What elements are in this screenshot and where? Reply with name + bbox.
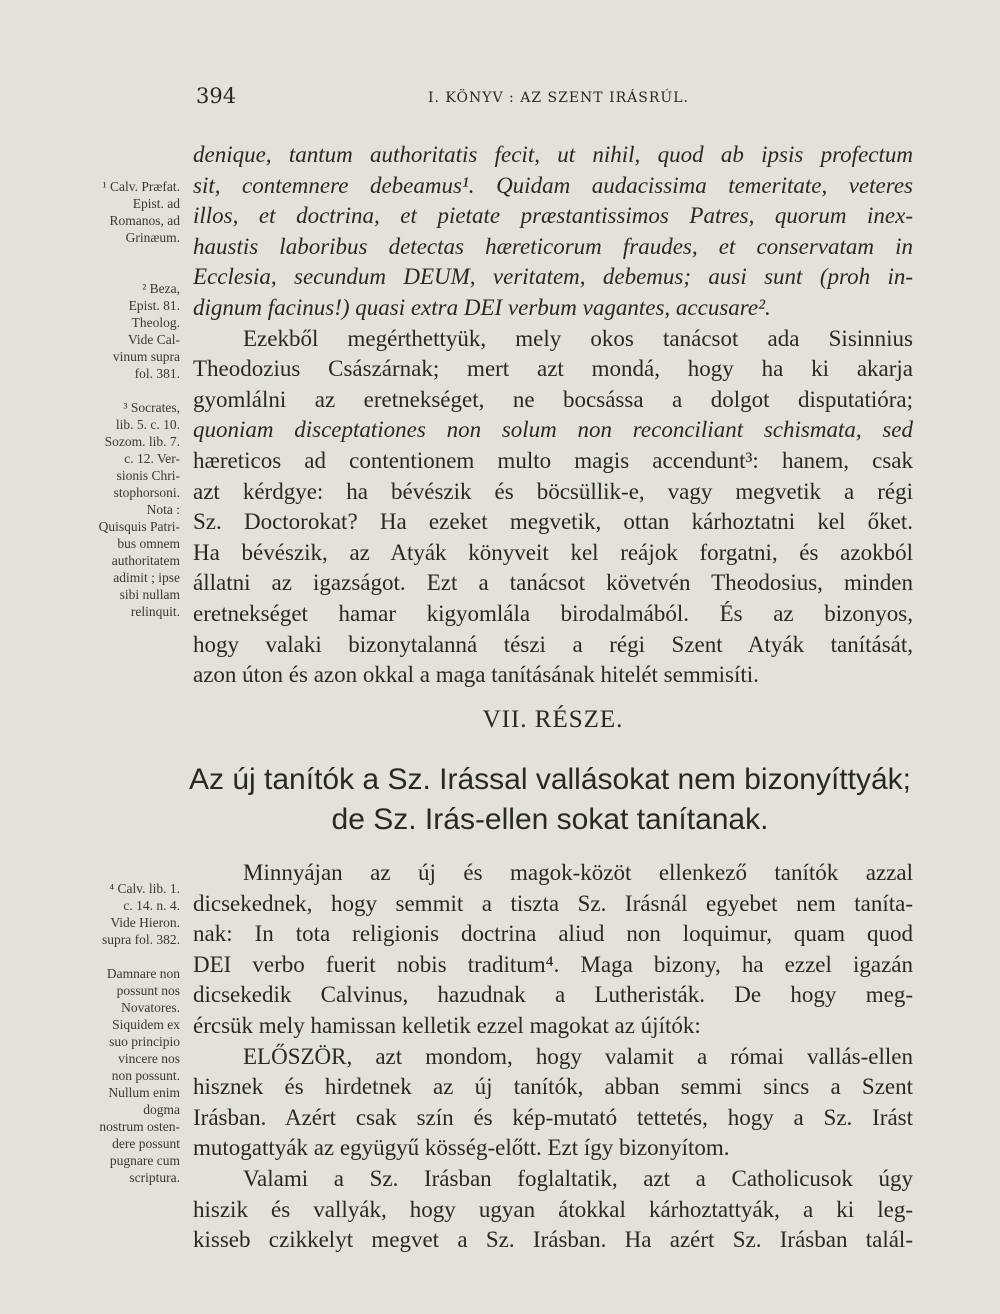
text-line: azon úton és azon okkal a maga tanításának hitelét semmisíti.: [193, 662, 759, 688]
margin-note-line: Damnare non: [106, 966, 180, 981]
text-line: Irásban. Azért csak szín és kép-mutató tettetés, hogy a Sz. Irást: [193, 1104, 913, 1130]
text-line: Minnyájan az új és magok-közöt ellenkező tanítók azzal: [243, 860, 913, 885]
margin-note-line: sibi nullam: [119, 587, 180, 602]
margin-note-line: suo principio: [109, 1034, 180, 1049]
text-line: Theodozius Császárnak; mert azt mondá, hogy ha ki akarja: [193, 356, 913, 382]
text-line: hogy valaki bizonytalanná tészi a régi Szent Atyák tanítását,: [193, 631, 913, 657]
margin-note-line: pugnare cum: [109, 1153, 180, 1168]
text-line: hisznek és hirdetnek az új tanítók, abban semmi sincs a Szent: [193, 1074, 913, 1100]
text-line: Ecclesia, secundum DEUM, veritatem, debemus; ausi sunt (proh in-: [193, 264, 913, 290]
text-line: Ezekből megérthettyük, mely okos tanácsot ada Sisinnius: [243, 325, 913, 351]
chapter-title-line-2: de Sz. Irás-ellen sokat tanítanak.: [331, 803, 769, 836]
chapter-title-line-1: Az új tanítók a Sz. Irással vallásokat nem bizonyíttyák;: [189, 763, 911, 796]
margin-note-line: non possunt.: [111, 1068, 180, 1083]
margin-note-line: [60, 263, 180, 280]
text-line: Ha bévészik, az Atyák könyveit kel reájok forgatni, és azokból: [193, 539, 913, 565]
margin-note-line: dere possunt: [112, 1136, 180, 1151]
margin-note-line: [60, 246, 180, 263]
text-line: dicsekednek, hogy semmit a tiszta Sz. Irásnál egyebet nem taníta-: [193, 890, 913, 916]
margin-note-line: vinum supra: [112, 349, 180, 364]
margin-note-line: ¹ Calv. Præfat.: [102, 179, 180, 194]
text-line: hæreticos ad contentionem multo magis accendunt³: hanem, csak: [193, 447, 913, 473]
margin-note-line: Sozom. lib. 7.: [104, 434, 180, 449]
margin-note-line: Novatores.: [121, 1000, 180, 1015]
margin-note-line: lib. 5. c. 10.: [115, 417, 180, 432]
text-line: illos, et doctrina, et pietate præstantissimos Patres, quorum inex-: [193, 203, 913, 229]
text-line: haustis laboribus detectas hæreticorum fraudes, et conservatam in: [193, 233, 913, 259]
text-line: dicsekedik Calvinus, hazudnak a Lutheristák. De hogy meg-: [193, 982, 913, 1008]
margin-note-line: fol. 381.: [134, 366, 180, 381]
margin-note-line: Romanos, ad: [109, 213, 180, 228]
text-line: denique, tantum authoritatis fecit, ut nihil, quod ab ipsis profectum: [193, 142, 913, 167]
text-line: sit, contemnere debeamus¹. Quidam audacissima temeritate, veteres: [193, 172, 913, 198]
margin-note-line: possunt nos: [116, 983, 180, 998]
margin-note-line: authoritatem: [111, 553, 180, 568]
margin-note-line: relinquit.: [130, 604, 180, 619]
margin-note-line: [60, 948, 180, 965]
text-line: ELŐSZÖR, azt mondom, hogy valamit a római vallás-ellen: [243, 1043, 913, 1069]
page-header: [196, 84, 916, 114]
margin-note-line: c. 12. Ver-: [124, 451, 180, 466]
margin-notes-top: [60, 178, 180, 620]
margin-note-line: Nullum enim: [108, 1085, 180, 1100]
margin-note-line: vincere nos: [118, 1051, 180, 1066]
margin-note-line: adimit ; ipse: [113, 570, 180, 585]
margin-note-line: [60, 382, 180, 399]
chapter-title: [180, 760, 920, 840]
margin-note-line: Theolog.: [131, 315, 180, 330]
margin-note-line: Grinæum.: [125, 230, 180, 245]
chapter-number: VII. RÉSZE.: [482, 706, 624, 733]
text-line: hiszik és vallyák, hogy ugyan átokkal kárhoztattyák, a ki leg-: [193, 1196, 913, 1222]
margin-note-line: Siquidem ex: [112, 1017, 180, 1032]
running-title: I. KÖNYV : AZ SZENT IRÁSRÚL.: [428, 90, 689, 106]
body-text-top: [193, 140, 913, 691]
text-line: eretnekséget hamar kigyomlála birodalmából. És az bizonyos,: [193, 600, 913, 626]
margin-notes-bottom: [60, 880, 180, 1186]
text-line: kisseb czikkelyt megvet a Sz. Irásban. Ha azért Sz. Irásban talál-: [193, 1227, 913, 1253]
body-text-bottom: [193, 858, 913, 1256]
margin-note-line: Quisquis Patri-: [98, 519, 180, 534]
text-line: quoniam disceptationes non solum non reconciliant schismata, sed: [193, 417, 913, 443]
margin-note-line: c. 14. n. 4.: [123, 898, 180, 913]
margin-note-line: bus omnem: [117, 536, 180, 551]
margin-note-line: Epist. ad: [132, 196, 180, 211]
margin-note-line: supra fol. 382.: [102, 932, 180, 947]
text-line: ércsük mely hamissan kelletik ezzel magokat az újítók:: [193, 1012, 701, 1038]
margin-note-line: nostrum osten-: [99, 1119, 180, 1134]
text-line: nak: In tota religionis doctrina aliud non loquimur, quam quod: [193, 921, 913, 947]
margin-note-line: Epist. 81.: [128, 298, 180, 313]
margin-note-line: ⁴ Calv. lib. 1.: [109, 881, 180, 896]
text-line: Valami a Sz. Irásban foglaltatik, azt a Catholicusok úgy: [243, 1165, 913, 1191]
text-line: DEI verbo fuerit nobis traditum⁴. Maga bizony, ha ezzel igazán: [193, 951, 913, 977]
text-line: azt kérdgye: ha bévészik és böcsüllik-e, vagy megvetik a régi: [193, 478, 913, 504]
text-line: Sz. Doctorokat? Ha ezeket megvetik, ottan kárhoztatni kel őket.: [193, 509, 913, 535]
margin-note-line: ³ Socrates,: [123, 400, 180, 415]
margin-note-line: ² Beza,: [142, 281, 180, 296]
text-line: gyomlálni az eretnekséget, ne bocsássa a dolgot disputatióra;: [193, 386, 913, 412]
text-line: dignum facinus!) quasi extra DEI verbum vagantes, accusare².: [193, 294, 771, 320]
margin-note-line: Vide Cal-: [127, 332, 180, 347]
margin-note-line: Vide Hieron.: [110, 915, 180, 930]
text-line: mutogattyák az együgyű kösség-előtt. Ezt így bizonyítom.: [193, 1135, 730, 1161]
margin-note-line: scriptura.: [129, 1170, 180, 1185]
page-number: 394: [196, 84, 237, 108]
margin-note-line: stophorsoni.: [113, 485, 180, 500]
margin-note-line: sionis Chri-: [116, 468, 180, 483]
text-line: állatni az igazságot. Ezt a tanácsot követvén Theodosius, minden: [193, 570, 913, 596]
margin-note-line: dogma: [143, 1102, 180, 1117]
margin-note-line: Nota :: [146, 502, 180, 517]
